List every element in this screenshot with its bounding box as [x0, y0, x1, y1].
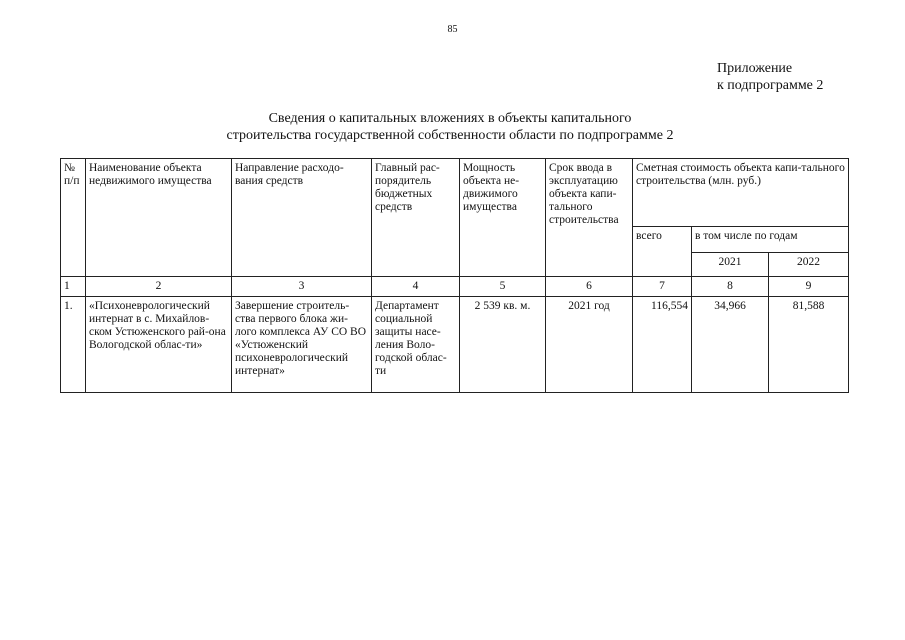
header-num-line-1: №	[64, 162, 75, 174]
appendix-line-2: к подпрограмме 2	[717, 78, 824, 93]
header-row-1	[61, 159, 849, 227]
header-name: Наименование объекта недвижимого имущества	[86, 159, 232, 277]
column-number-6: 6	[546, 277, 633, 297]
table-row	[61, 297, 849, 393]
header-direction: Направление расходо-вания средств	[232, 159, 372, 277]
column-number-7: 7	[633, 277, 692, 297]
page-number: 85	[447, 24, 458, 35]
header-num	[61, 159, 86, 277]
column-number-9: 9	[769, 277, 849, 297]
header-num-line-2: п/п	[64, 175, 80, 187]
header-total: всего	[633, 227, 692, 277]
row-num: 1.	[61, 297, 86, 393]
column-number-2: 2	[86, 277, 232, 297]
appendix-label	[717, 60, 823, 94]
document-title-line-2: строительства государственной собственности области по подпрограмме 2	[226, 128, 674, 143]
row-2021: 34,966	[692, 297, 769, 393]
row-deadline: 2021 год	[546, 297, 633, 393]
row-capacity: 2 539 кв. м.	[460, 297, 546, 393]
header-year-2021: 2021	[692, 253, 769, 277]
document-title-line-1: Сведения о капитальных вложениях в объекты капитального	[268, 111, 632, 126]
capital-investments-table	[60, 158, 849, 393]
row-2022: 81,588	[769, 297, 849, 393]
column-number-8: 8	[692, 277, 769, 297]
header-cost: Сметная стоимость объекта капи-тального строительства (млн. руб.)	[633, 159, 849, 227]
header-capacity: Мощность объекта не-движимого имущества	[460, 159, 546, 277]
header-by-years: в том числе по годам	[692, 227, 849, 253]
column-number-4: 4	[372, 277, 460, 297]
row-total: 116,554	[633, 297, 692, 393]
column-numbers-row	[61, 277, 849, 297]
document-title	[150, 110, 750, 144]
header-deadline: Срок ввода в эксплуатацию объекта капи-тального строительства	[546, 159, 633, 277]
appendix-line-1: Приложение	[717, 61, 793, 76]
column-number-5: 5	[460, 277, 546, 297]
column-number-1: 1	[61, 277, 86, 297]
row-direction: Завершение строитель-ства первого блока жи-лого комплекса АУ СО ВО «Устюженский психоневрологический интернат»	[232, 297, 372, 393]
row-manager: Департамент социальной защиты насе-ления Воло-годской облас-ти	[372, 297, 460, 393]
row-name: «Психоневрологический интернат в с. Михайлов-ском Устюженского рай-она Вологодской облас-ти»	[86, 297, 232, 393]
column-number-3: 3	[232, 277, 372, 297]
header-year-2022: 2022	[769, 253, 849, 277]
header-manager: Главный рас-порядитель бюджетных средств	[372, 159, 460, 277]
